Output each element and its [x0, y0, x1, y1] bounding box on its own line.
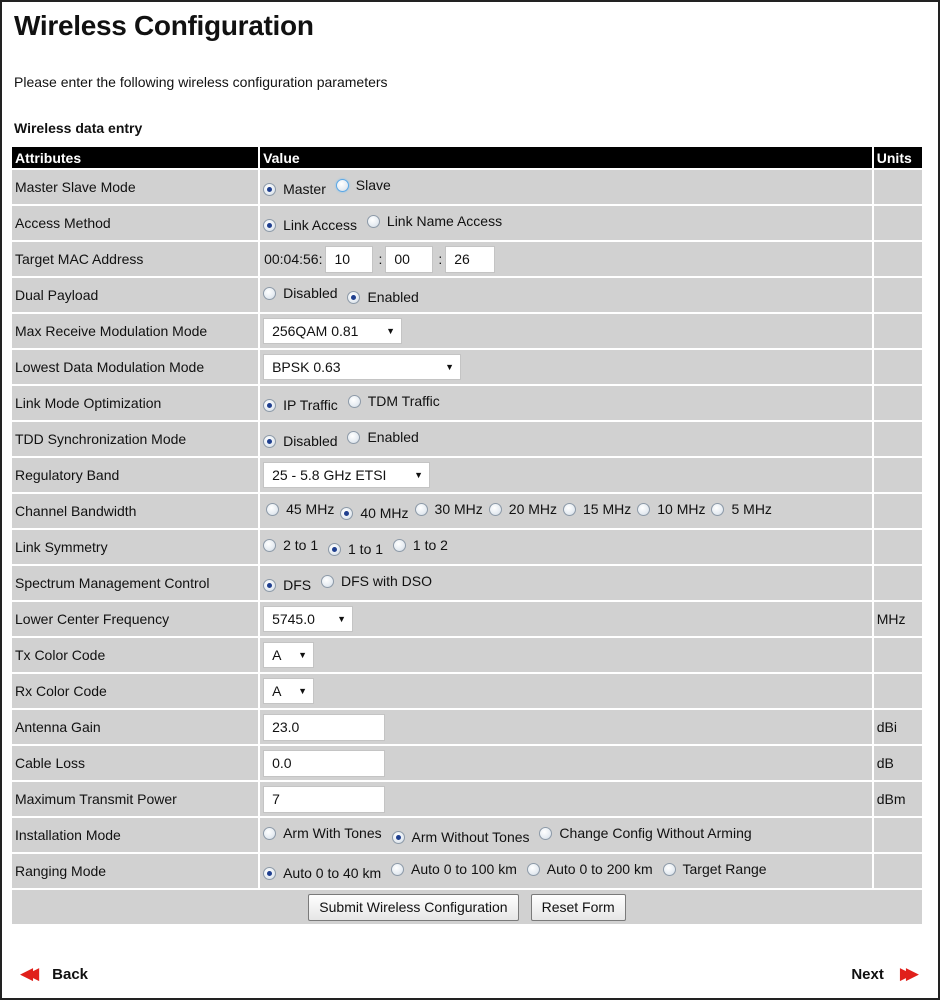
row-master-slave-mode — [12, 170, 922, 204]
radio-label: Arm Without Tones — [411, 829, 530, 845]
rx-color-code-select[interactable] — [263, 678, 314, 704]
row-maximum-transmit-power — [12, 782, 922, 816]
radio-label: IP Traffic — [283, 397, 338, 413]
submit-wireless-configuration-button[interactable]: Submit Wireless Configuration — [308, 894, 518, 921]
units-cell — [874, 854, 922, 888]
value-channel-bandwidth — [260, 494, 872, 528]
next-label: Next — [851, 965, 884, 983]
radio-button-icon — [391, 863, 404, 876]
value-installation-mode — [260, 818, 872, 852]
value-tdd-synchronization-mode — [260, 422, 872, 456]
row-lowest-data-modulation-mode — [12, 350, 922, 384]
header-value: Value — [260, 147, 872, 168]
value-ranging-mode — [260, 854, 872, 888]
row-tx-color-code — [12, 638, 922, 672]
tx-color-code-select[interactable] — [263, 642, 314, 668]
radio-1-to-1[interactable] — [328, 541, 383, 557]
mac-prefix: 00:04:56: — [264, 250, 323, 267]
dropdown-arrow-icon: ▼ — [298, 686, 308, 696]
radio-label: Disabled — [283, 285, 338, 301]
radio-button-icon — [347, 431, 360, 444]
label-dual-payload: Dual Payload — [12, 278, 258, 312]
radio-slave[interactable] — [336, 177, 391, 193]
units-cell — [874, 638, 922, 672]
radio-label: Enabled — [367, 289, 419, 305]
radio-button-icon — [392, 831, 405, 844]
double-left-arrow-icon: ◀◀ — [20, 964, 33, 983]
label-tdd-synchronization-mode: TDD Synchronization Mode — [12, 422, 258, 456]
value-antenna-gain — [260, 710, 872, 744]
radio-label: DFS — [283, 577, 312, 593]
value-max-receive-modulation-mode — [260, 314, 872, 348]
row-target-mac-address — [12, 242, 922, 276]
radio-button-icon — [263, 867, 276, 880]
radio-dfs[interactable] — [263, 577, 311, 593]
row-rx-color-code — [12, 674, 922, 708]
row-tdd-synchronization-mode — [12, 422, 922, 456]
radio-label: 15 MHz — [583, 501, 632, 517]
radio-arm-without-tones[interactable] — [392, 829, 530, 845]
value-lower-center-frequency — [260, 602, 872, 636]
value-target-mac-address: 00:04:56: 10 : 00 : 26 — [260, 242, 872, 276]
radio-45-mhz[interactable] — [266, 501, 334, 517]
radio-auto-0-to-200-km[interactable] — [527, 861, 653, 877]
label-target-mac-address: Target MAC Address — [12, 242, 258, 276]
lower-center-frequency-select[interactable] — [263, 606, 353, 632]
radio-target-range[interactable] — [663, 861, 767, 877]
next-link[interactable] — [851, 964, 912, 984]
radio-button-icon — [393, 539, 406, 552]
units-cell — [874, 422, 922, 456]
radio-label: 5 MHz — [731, 501, 772, 517]
lowest-data-modulation-select[interactable] — [263, 354, 461, 380]
units-cell — [874, 818, 922, 852]
radio-button-icon — [489, 503, 502, 516]
radio-button-icon — [321, 575, 334, 588]
label-channel-bandwidth: Channel Bandwidth — [12, 494, 258, 528]
select-value: 25 - 5.8 GHz ETSI — [272, 467, 387, 483]
radio-label: Auto 0 to 40 km — [283, 865, 382, 881]
radio-link-name-access[interactable] — [367, 213, 502, 229]
radio-1-to-2[interactable] — [393, 537, 448, 553]
value-rx-color-code — [260, 674, 872, 708]
row-regulatory-band — [12, 458, 922, 492]
radio-button-icon — [663, 863, 676, 876]
label-master-slave-mode: Master Slave Mode — [12, 170, 258, 204]
mac-octet-5-input[interactable]: 00 — [385, 246, 433, 273]
radio-2-to-1[interactable] — [263, 537, 318, 553]
radio-button-icon — [263, 539, 276, 552]
dropdown-arrow-icon: ▼ — [337, 614, 347, 624]
select-value: A — [272, 683, 282, 699]
select-value: 256QAM 0.81 — [272, 323, 359, 339]
radio-button-icon — [340, 507, 353, 520]
dropdown-arrow-icon: ▼ — [386, 326, 396, 336]
units-cell — [874, 530, 922, 564]
back-label: Back — [52, 965, 89, 983]
value-link-mode-optimization — [260, 386, 872, 420]
units-cell — [874, 242, 922, 276]
units-cell — [874, 206, 922, 240]
radio-label: Auto 0 to 100 km — [411, 861, 517, 877]
value-spectrum-management-control — [260, 566, 872, 600]
radio-5-mhz[interactable] — [711, 501, 771, 517]
radio-label: 2 to 1 — [283, 537, 319, 553]
row-lower-center-frequency — [12, 602, 922, 636]
radio-20-mhz[interactable] — [489, 501, 557, 517]
label-lower-center-frequency: Lower Center Frequency — [12, 602, 258, 636]
row-form-buttons — [12, 890, 922, 924]
radio-link-access[interactable] — [263, 217, 357, 233]
back-link[interactable] — [20, 964, 88, 984]
radio-label: Arm With Tones — [283, 825, 382, 841]
radio-label: DFS with DSO — [340, 573, 432, 589]
units-cell — [874, 350, 922, 384]
radio-label: Auto 0 to 200 km — [546, 861, 653, 877]
value-link-symmetry — [260, 530, 872, 564]
units-cell — [874, 386, 922, 420]
dropdown-arrow-icon: ▼ — [298, 650, 308, 660]
radio-button-icon — [711, 503, 724, 516]
units-cell — [874, 566, 922, 600]
row-dual-payload — [12, 278, 922, 312]
radio-label: Change Config Without Arming — [559, 825, 752, 841]
max-receive-modulation-select[interactable] — [263, 318, 402, 344]
radio-10-mhz[interactable] — [637, 501, 705, 517]
radio-40-mhz[interactable] — [340, 505, 408, 521]
radio-tdd-enabled[interactable] — [347, 429, 418, 445]
radio-label: 10 MHz — [657, 501, 706, 517]
radio-auto-0-to-100-km[interactable] — [391, 861, 517, 877]
radio-label: TDM Traffic — [367, 393, 440, 409]
section-title: Wireless data entry — [14, 120, 143, 136]
radio-change-config-without-arming[interactable] — [539, 825, 751, 841]
radio-label: 40 MHz — [360, 505, 409, 521]
radio-label: 1 to 1 — [348, 541, 384, 557]
radio-auto-0-to-40-km[interactable] — [263, 865, 381, 881]
radio-tdm-traffic[interactable] — [348, 393, 440, 409]
row-link-mode-optimization — [12, 386, 922, 420]
dropdown-arrow-icon: ▼ — [414, 470, 424, 480]
radio-label: 45 MHz — [286, 501, 335, 517]
radio-dfs-with-dso[interactable] — [321, 573, 432, 589]
select-value: A — [272, 647, 282, 663]
page-intro: Please enter the following wireless configuration parameters — [14, 74, 388, 90]
mac-octet-4-input[interactable]: 10 — [325, 246, 373, 273]
units-cell — [874, 314, 922, 348]
radio-button-icon — [347, 291, 360, 304]
page-title: Wireless Configuration — [14, 10, 314, 41]
label-antenna-gain: Antenna Gain — [12, 710, 258, 744]
label-link-mode-optimization: Link Mode Optimization — [12, 386, 258, 420]
radio-button-icon — [563, 503, 576, 516]
header-units: Units — [874, 147, 922, 168]
header-attributes: Attributes — [12, 147, 258, 168]
mac-octet-6-input[interactable]: 26 — [445, 246, 495, 273]
label-lowest-data-modulation-mode: Lowest Data Modulation Mode — [12, 350, 258, 384]
reset-form-button[interactable]: Reset Form — [531, 894, 626, 921]
label-cable-loss: Cable Loss — [12, 746, 258, 780]
row-access-method — [12, 206, 922, 240]
radio-tdd-disabled[interactable] — [263, 433, 337, 449]
value-regulatory-band — [260, 458, 872, 492]
label-link-symmetry: Link Symmetry — [12, 530, 258, 564]
value-dual-payload — [260, 278, 872, 312]
label-ranging-mode: Ranging Mode — [12, 854, 258, 888]
units-cell — [874, 170, 922, 204]
radio-button-icon — [539, 827, 552, 840]
radio-dual-payload-enabled[interactable] — [347, 289, 418, 305]
value-master-slave-mode — [260, 170, 872, 204]
form-buttons — [12, 890, 922, 924]
units-dbm: dBm — [874, 782, 922, 816]
label-access-method: Access Method — [12, 206, 258, 240]
radio-button-icon — [263, 435, 276, 448]
radio-label: 30 MHz — [434, 501, 483, 517]
row-channel-bandwidth — [12, 494, 922, 528]
row-ranging-mode — [12, 854, 922, 888]
radio-dual-payload-disabled[interactable] — [263, 285, 337, 301]
cable-loss-input[interactable]: 0.0 — [263, 750, 385, 777]
label-regulatory-band: Regulatory Band — [12, 458, 258, 492]
units-mhz: MHz — [874, 602, 922, 636]
units-cell — [874, 458, 922, 492]
radio-button-icon — [263, 219, 276, 232]
value-cable-loss — [260, 746, 872, 780]
row-installation-mode — [12, 818, 922, 852]
radio-label: Link Name Access — [386, 213, 503, 229]
select-value: 5745.0 — [272, 611, 315, 627]
units-db: dB — [874, 746, 922, 780]
label-tx-color-code: Tx Color Code — [12, 638, 258, 672]
radio-button-icon — [336, 179, 349, 192]
antenna-gain-input[interactable]: 23.0 — [263, 714, 385, 741]
double-right-arrow-icon: ▶▶ — [899, 964, 912, 983]
radio-15-mhz[interactable] — [563, 501, 631, 517]
radio-label: Slave — [355, 177, 391, 193]
radio-master[interactable] — [263, 181, 326, 197]
value-access-method — [260, 206, 872, 240]
select-value: BPSK 0.63 — [272, 359, 341, 375]
maximum-transmit-power-input[interactable]: 7 — [263, 786, 385, 813]
row-max-receive-modulation-mode — [12, 314, 922, 348]
radio-button-icon — [527, 863, 540, 876]
wireless-config-table — [10, 145, 924, 926]
label-maximum-transmit-power: Maximum Transmit Power — [12, 782, 258, 816]
units-dbi: dBi — [874, 710, 922, 744]
value-tx-color-code — [260, 638, 872, 672]
radio-button-icon — [637, 503, 650, 516]
label-installation-mode: Installation Mode — [12, 818, 258, 852]
radio-button-icon — [415, 503, 428, 516]
row-antenna-gain — [12, 710, 922, 744]
table-header-row — [12, 147, 922, 168]
radio-button-icon — [263, 579, 276, 592]
row-cable-loss — [12, 746, 922, 780]
radio-ip-traffic[interactable] — [263, 397, 338, 413]
row-spectrum-management-control — [12, 566, 922, 600]
units-cell — [874, 674, 922, 708]
radio-label: Link Access — [283, 217, 358, 233]
regulatory-band-select[interactable] — [263, 462, 430, 488]
value-lowest-data-modulation-mode — [260, 350, 872, 384]
radio-button-icon — [263, 399, 276, 412]
radio-button-icon — [266, 503, 279, 516]
row-link-symmetry — [12, 530, 922, 564]
radio-label: Disabled — [283, 433, 338, 449]
label-rx-color-code: Rx Color Code — [12, 674, 258, 708]
radio-label: 20 MHz — [508, 501, 558, 517]
radio-button-icon — [263, 287, 276, 300]
radio-label: Target Range — [682, 861, 767, 877]
label-spectrum-management-control: Spectrum Management Control — [12, 566, 258, 600]
label-max-receive-modulation-mode: Max Receive Modulation Mode — [12, 314, 258, 348]
units-cell — [874, 494, 922, 528]
radio-label: Master — [283, 181, 326, 197]
radio-button-icon — [367, 215, 380, 228]
radio-label: 1 to 2 — [412, 537, 448, 553]
radio-button-icon — [263, 827, 276, 840]
units-cell — [874, 278, 922, 312]
radio-arm-with-tones[interactable] — [263, 825, 382, 841]
value-maximum-transmit-power — [260, 782, 872, 816]
radio-button-icon — [328, 543, 341, 556]
radio-label: Enabled — [367, 429, 419, 445]
dropdown-arrow-icon: ▼ — [445, 362, 455, 372]
radio-button-icon — [348, 395, 361, 408]
radio-button-icon — [263, 183, 276, 196]
radio-30-mhz[interactable] — [415, 501, 483, 517]
